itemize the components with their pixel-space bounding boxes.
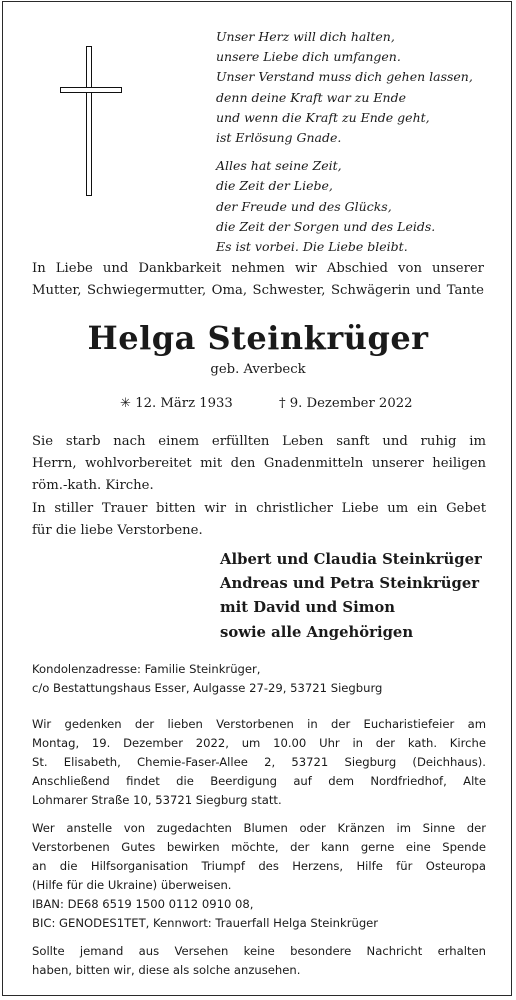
notice-line: haben, bitten wir, diese als solche anzusehen. — [32, 963, 301, 977]
donation-line: an die Hilfsorganisation Triumpf des Herzens, Hilfe für Osteuropa — [32, 859, 486, 873]
service-line: Lohmarer Straße 10, 53721 Siegburg statt. — [32, 793, 282, 807]
poem-line: Unser Herz will dich halten, — [216, 29, 395, 44]
maiden-name: geb. Averbeck — [210, 362, 306, 377]
poem-line: und wenn die Kraft zu Ende geht, — [216, 109, 430, 125]
notice-text — [32, 942, 486, 980]
donation-line: Verstorbenen Gutes bewirken möchte, der kann gerne eine Spende — [32, 840, 486, 854]
body-text — [32, 431, 486, 542]
poem-line: die Zeit der Liebe, — [216, 178, 333, 194]
service-line: Montag, 19. Dezember 2022, um 10.00 Uhr in der kath. Kirche — [32, 736, 486, 750]
death-date: † 9. Dezember 2022 — [279, 396, 413, 411]
deceased-name: Helga Steinkrüger — [87, 319, 429, 357]
body-line: für die liebe Verstorbene. — [32, 522, 203, 538]
birth-date: ✳ 12. März 1933 — [120, 396, 233, 411]
mourner-line: mit David und Simon — [220, 599, 396, 617]
poem-line: der Freude und des Glücks, — [216, 198, 392, 214]
condolence-line: c/o Bestattungshaus Esser, Aulgasse 27-29, 53721 Siegburg — [32, 681, 383, 695]
poem-line: denn deine Kraft war zu Ende — [216, 89, 406, 105]
donation-info — [32, 819, 486, 933]
donation-line: Wer anstelle von zugedachten Blumen oder Kränzen im Sinne der — [32, 821, 486, 835]
donation-line: (Hilfe für die Ukraine) überweisen. — [32, 878, 232, 892]
intro-line: In Liebe und Dankbarkeit nehmen wir Abschied von unserer — [32, 261, 484, 276]
poem-line: unsere Liebe dich umfangen. — [216, 49, 401, 65]
mourner-line: Albert und Claudia Steinkrüger — [220, 551, 482, 568]
body-line: Herrn, wohlvorbereitet mit den Gnadenmitteln unserer heiligen — [32, 456, 486, 472]
poem-line: Unser Verstand muss dich gehen lassen, — [216, 69, 473, 85]
poem-line: Es ist vorbei. Die Liebe bleibt. — [216, 239, 408, 255]
notice-line: Sollte jemand aus Versehen keine besondere Nachricht erhalten — [32, 944, 486, 958]
service-line: St. Elisabeth, Chemie-Faser-Allee 2, 53721 Siegburg (Deichhaus). — [32, 755, 486, 769]
condolence-address — [32, 660, 486, 698]
body-line: In stiller Trauer bitten wir in christlicher Liebe um ein Gebet — [32, 500, 486, 516]
body-line: röm.-kath. Kirche. — [32, 478, 154, 494]
cross-icon — [60, 46, 128, 196]
poem — [216, 27, 473, 257]
poem-line: ist Erlösung Gnade. — [216, 130, 342, 146]
service-line: Wir gedenken der lieben Verstorbenen in der Eucharistiefeier am — [32, 717, 486, 731]
mourner-line: sowie alle Angehörigen — [220, 623, 414, 641]
mourner-line: Andreas und Petra Steinkrüger — [220, 575, 480, 593]
body-line: Sie starb nach einem erfüllten Leben sanft und ruhig im — [32, 434, 486, 449]
mourners-list — [220, 548, 482, 645]
poem-line: die Zeit der Sorgen und des Leids. — [216, 218, 436, 234]
condolence-line: Kondolenzadresse: Familie Steinkrüger, — [32, 662, 261, 676]
service-line: Anschließend findet die Beerdigung auf dem Nordfriedhof, Alte — [32, 774, 486, 788]
intro-text — [32, 258, 484, 302]
iban-line: IBAN: DE68 6519 1500 0112 0910 08, — [32, 897, 254, 911]
bic-line: BIC: GENODES1TET, Kennwort: Trauerfall Helga Steinkrüger — [32, 916, 379, 930]
intro-line: Mutter, Schwiegermutter, Oma, Schwester, Schwägerin und Tante — [32, 283, 484, 298]
service-info — [32, 715, 486, 810]
poem-line: Alles hat seine Zeit, — [216, 158, 342, 174]
